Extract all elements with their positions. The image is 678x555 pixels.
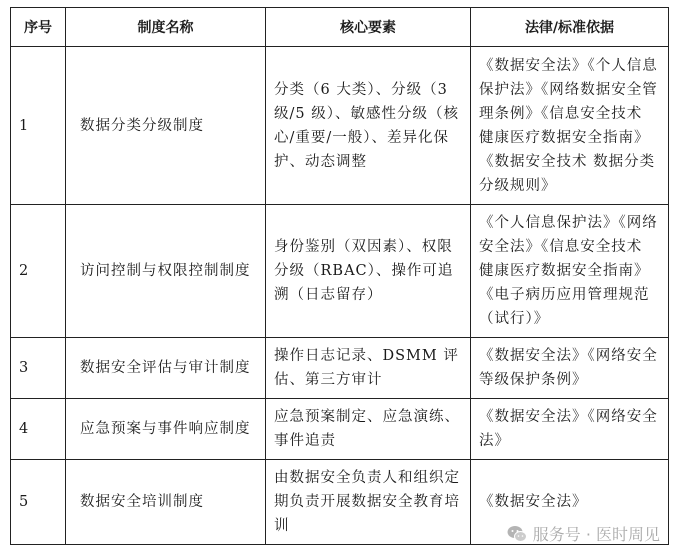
cell-name: 访问控制与权限控制制度 [66, 205, 266, 338]
cell-core: 身份鉴别（双因素）、权限分级（RBAC）、操作可追溯（日志留存） [266, 205, 471, 338]
cell-seq: 3 [11, 338, 66, 399]
header-name: 制度名称 [66, 8, 266, 47]
table-row [11, 399, 669, 460]
table-row [11, 205, 669, 338]
cell-core: 应急预案制定、应急演练、事件追责 [266, 399, 471, 460]
wechat-logo-icon [507, 525, 527, 543]
watermark [507, 522, 660, 545]
header-core: 核心要素 [266, 8, 471, 47]
cell-seq: 2 [11, 205, 66, 338]
cell-law: 《数据安全法》《个人信息保护法》《网络数据安全管理条例》《信息安全技术 健康医疗数据安全指南》《数据安全技术 数据分类分级规则》 [471, 47, 669, 205]
cell-name: 数据分类分级制度 [66, 47, 266, 205]
cell-core: 由数据安全负责人和组织定期负责开展数据安全教育培训 [266, 460, 471, 545]
cell-name: 应急预案与事件响应制度 [66, 399, 266, 460]
cell-name: 数据安全培训制度 [66, 460, 266, 545]
cell-law: 《个人信息保护法》《网络安全法》《信息安全技术 健康医疗数据安全指南》《电子病历应用管理规范（试行）》 [471, 205, 669, 338]
header-law: 法律/标准依据 [471, 8, 669, 47]
cell-seq: 4 [11, 399, 66, 460]
cell-law: 《数据安全法》《网络安全等级保护条例》 [471, 338, 669, 399]
cell-law: 《数据安全法》《网络安全法》 [471, 399, 669, 460]
table-row [11, 338, 669, 399]
cell-seq: 1 [11, 47, 66, 205]
cell-name: 数据安全评估与审计制度 [66, 338, 266, 399]
cell-seq: 5 [11, 460, 66, 545]
cell-law: 《数据安全法》 [471, 460, 669, 545]
watermark-text: 服务号 · 医时周见 [532, 525, 660, 544]
table-row [11, 47, 669, 205]
cell-core: 分类（6 大类）、分级（3 级/5 级）、敏感性分级（核心/重要/一般）、差异化保护、动态调整 [266, 47, 471, 205]
regulation-table [10, 7, 669, 545]
cell-core: 操作日志记录、DSMM 评估、第三方审计 [266, 338, 471, 399]
header-seq: 序号 [11, 8, 66, 47]
table-header-row [11, 8, 669, 47]
